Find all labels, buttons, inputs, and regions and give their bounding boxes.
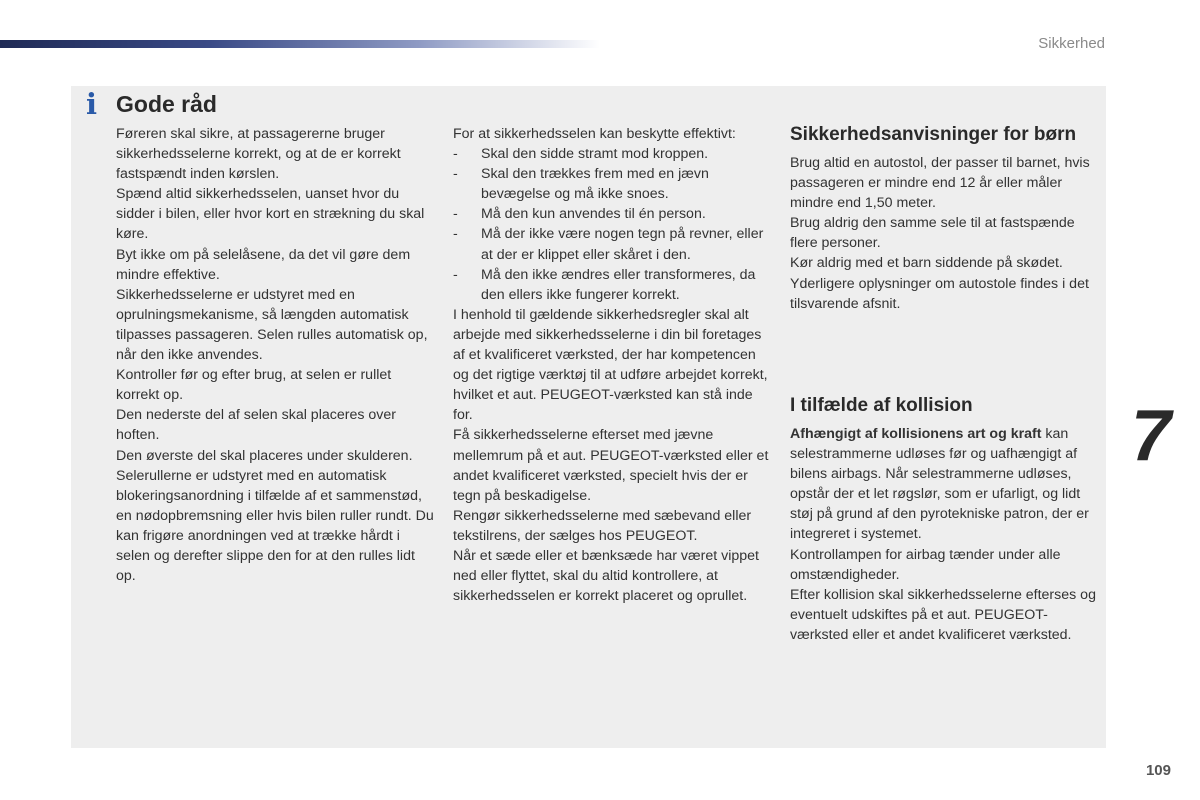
list-item (453, 144, 773, 164)
chapter-number: 7 (1131, 396, 1172, 476)
list-item-text: Må den kun anvendes til én person. (481, 206, 706, 223)
paragraph: Brug altid en autostol, der passer til barnet, hvis passageren er mindre end 12 år eller måler mindre end 1,50 meter. (790, 155, 1090, 212)
bullet-dash: - (453, 146, 458, 163)
paragraph: Rengør sikkerhedsselerne med sæbevand eller tekstilrens, der sælges hos PEUGEOT. (453, 507, 752, 544)
list-item (453, 224, 773, 264)
collision-heading: I tilfælde af kollision (790, 395, 973, 416)
paragraph: Kontrollampen for airbag tænder under alle omstændigheder. (790, 546, 1061, 583)
advice-column-2 (453, 124, 773, 606)
collision-text (790, 424, 1105, 645)
advice-column-1 (116, 124, 436, 586)
paragraph: Den øverste del skal placeres under skulderen. (116, 447, 413, 464)
list-item-text: Skal den sidde stramt mod kroppen. (481, 146, 709, 163)
paragraph: Den nederste del af selen skal placeres over hoften. (116, 407, 396, 444)
paragraph: Efter kollision skal sikkerhedsselerne efterses og eventuelt udskiftes på et aut. PEUGEOT-værksted eller et andet kvalificeret værksted. (790, 586, 1096, 643)
header-gradient-bar (0, 40, 600, 48)
bullet-dash: - (453, 206, 458, 223)
page-number: 109 (1145, 762, 1171, 779)
bold-lead: Afhængigt af kollisionens art og kraft (790, 426, 1042, 442)
list-item (453, 204, 773, 224)
paragraph: Kør aldrig med et barn siddende på skødet. (790, 255, 1063, 272)
lead-rest: kan selestrammerne udløses før og uafhængigt af bilens airbags. Når selestrammerne udløses, opstår der et let røgslør, som er ufarligt, og lidt støj på grund af den pyrotekniske patron, der er integreret i systemet. (790, 426, 1089, 543)
info-icon: i (86, 87, 98, 121)
children-safety-heading: Sikkerhedsanvisninger for børn (790, 124, 1077, 145)
section-title: Sikkerhed (1038, 35, 1105, 52)
list-item-text: Skal den trækkes frem med en jævn bevægelse og må ikke snoes. (481, 166, 709, 203)
paragraph: Sikkerhedsselerne er udstyret med en oprulningsmekanisme, så længden automatisk tilpasses passageren. Selen rulles automatisk op, når den ikke anvendes. (116, 286, 428, 364)
paragraph: Byt ikke om på selelåsene, da det vil gøre dem mindre effektive. (116, 246, 411, 283)
paragraph (790, 424, 1105, 545)
list-item-text: Må den ikke ændres eller transformeres, da den ellers ikke fungerer korrekt. (481, 266, 756, 303)
bullet-dash: - (453, 166, 458, 183)
list-item (453, 164, 773, 204)
paragraph: Føreren skal sikre, at passagererne bruger sikkerhedsselerne korrekt, og at de er korrekt fastspændt inden kørslen. (116, 126, 401, 183)
paragraph: For at sikkerhedsselen kan beskytte effektivt: (453, 126, 736, 142)
paragraph: Yderligere oplysninger om autostole findes i det tilsvarende afsnit. (790, 275, 1089, 312)
advice-title: Gode råd (116, 91, 217, 117)
children-safety-text (790, 153, 1105, 314)
bullet-dash: - (453, 226, 458, 243)
paragraph: I henhold til gældende sikkerhedsregler skal alt arbejde med sikkerhedsselerne i din bil foretages af et kvalificeret værksted, der har kompetencen og det rigtige værktøj til at udføre arbejdet korrekt, hvilket et aut. PEUGEOT-værksted kan stå inde for. (453, 306, 768, 424)
paragraph: Kontroller før og efter brug, at selen er rullet korrekt op. (116, 367, 392, 404)
bullet-dash: - (453, 266, 458, 283)
paragraph: Brug aldrig den samme sele til at fastspænde flere personer. (790, 215, 1075, 252)
paragraph: Selerullerne er udstyret med en automatisk blokeringsanordning i tilfælde af et sammenstød, en nødopbremsning eller hvis bilen ruller rundt. Du kan frigøre anordningen ved at trække hårdt i selen og derefter slippe den for at den rulles lidt op. (116, 467, 434, 585)
paragraph: Få sikkerhedsselerne efterset med jævne mellemrum på et aut. PEUGEOT-værksted eller et andet kvalificeret værksted, specielt hvis der er tegn på beskadigelse. (453, 427, 769, 504)
list-item (453, 265, 773, 305)
list-item-text: Må der ikke være nogen tegn på revner, eller at der er klippet eller skåret i den. (481, 226, 764, 263)
paragraph: Spænd altid sikkerhedsselen, uanset hvor du sidder i bilen, eller hvor kort en strækning du skal køre. (116, 186, 425, 243)
paragraph: Når et sæde eller et bænksæde har været vippet ned eller flyttet, skal du altid kontrollere, at sikkerhedsselen er korrekt placeret og oprullet. (453, 547, 759, 605)
